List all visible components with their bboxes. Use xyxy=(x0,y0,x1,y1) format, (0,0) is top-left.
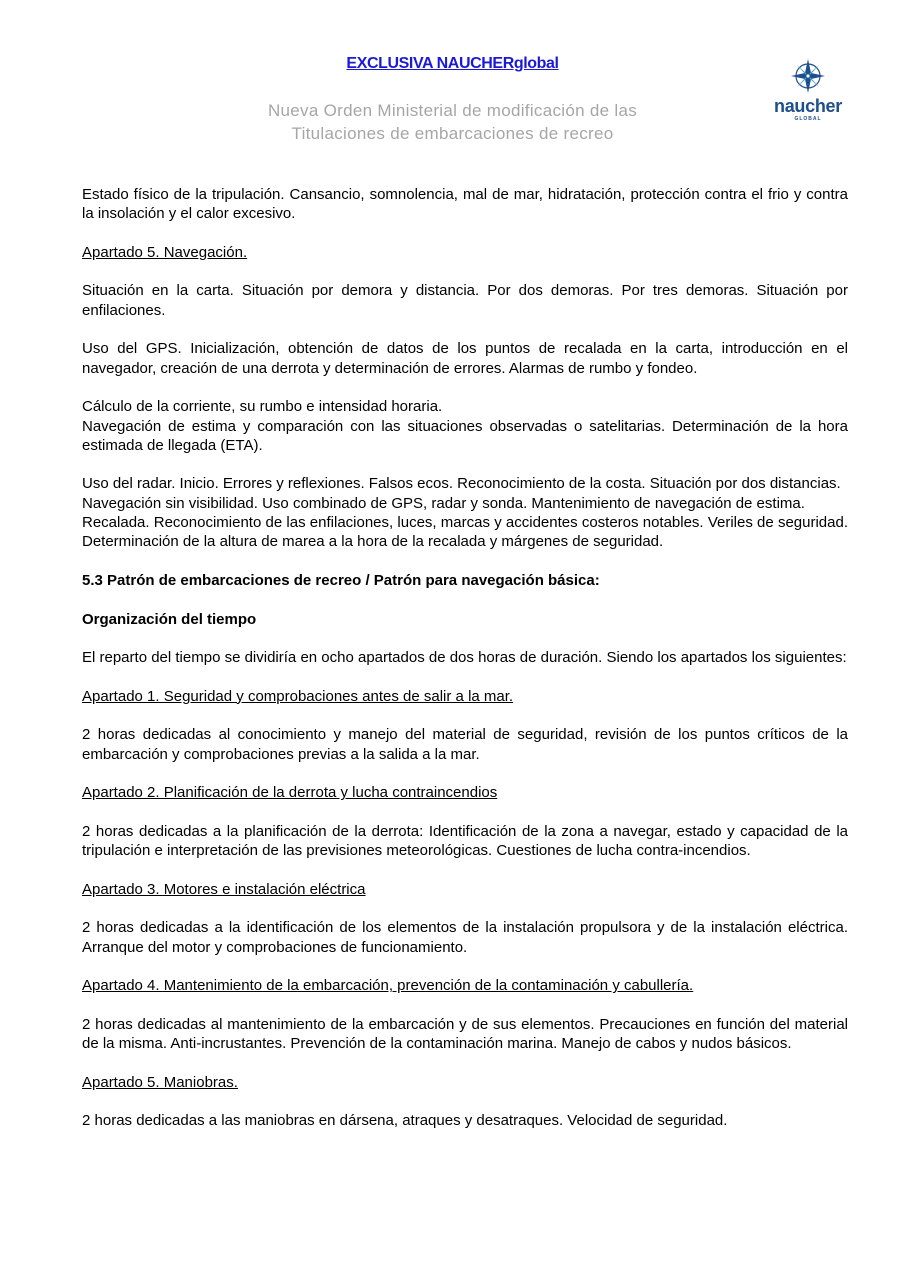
logo-subtext: GLOBAL xyxy=(794,116,822,122)
paragraph: 2 horas dedicadas a la identificación de los elementos de la instalación propulsora y de la instalación eléctrica. Arranque del motor y comprobaciones de funcionamiento. xyxy=(82,919,848,956)
section-heading: Apartado 3. Motores e instalación eléctrica xyxy=(82,880,366,898)
logo-wordmark: naucher xyxy=(774,96,842,116)
paragraph: Situación en la carta. Situación por demora y distancia. Por dos demoras. Por tres demoras. Situación por enfilaciones. xyxy=(82,282,848,319)
paragraph: Recalada. Reconocimiento de las enfilaciones, luces, marcas y accidentes costeros notables. Veriles de seguridad. Determinación de la altura de marea a la hora de la recalada y márgenes de seguridad. xyxy=(82,514,848,551)
subtitle-line-2: Titulaciones de embarcaciones de recreo xyxy=(291,124,614,143)
subtitle-line-1: Nueva Orden Ministerial de modificación de las xyxy=(267,101,638,120)
document-subtitle xyxy=(210,99,695,145)
paragraph: Navegación sin visibilidad. Uso combinado de GPS, radar y sonda. Mantenimiento de navegación de estima. xyxy=(82,494,805,512)
section-heading: Apartado 5. Navegación. xyxy=(82,243,248,261)
paragraph: Uso del GPS. Inicialización, obtención de datos de los puntos de recalada en la carta, introducción en el navegador, creación de una derrota y determinación de errores. Alarmas de rumbo y fondeo. xyxy=(82,340,848,377)
compass-rose-icon xyxy=(790,58,826,94)
naucher-logo xyxy=(762,58,854,124)
paragraph: Cálculo de la corriente, su rumbo e intensidad horaria. xyxy=(82,398,443,416)
paragraph: El reparto del tiempo se dividiría en ocho apartados de dos horas de duración. Siendo los apartados los siguientes: xyxy=(82,649,847,667)
paragraph: Navegación de estima y comparación con las situaciones observadas o satelitarias. Determinación de la hora estimada de llegada (ETA). xyxy=(82,417,848,454)
paragraph: Estado físico de la tripulación. Cansancio, somnolencia, mal de mar, hidratación, protección contra el frio y contra la insolación y el calor excesivo. xyxy=(82,186,848,223)
section-title: 5.3 Patrón de embarcaciones de recreo / Patrón para navegación básica: xyxy=(82,571,600,589)
subsection-title: Organización del tiempo xyxy=(82,610,257,628)
paragraph: 2 horas dedicadas a las maniobras en dársena, atraques y desatraques. Velocidad de seguridad. xyxy=(82,1112,728,1130)
paragraph: 2 horas dedicadas al conocimiento y manejo del material de seguridad, revisión de los puntos críticos de la embarcación y comprobaciones previas a la salida a la mar. xyxy=(82,726,848,763)
section-heading: Apartado 4. Mantenimiento de la embarcación, prevención de la contaminación y cabullería. xyxy=(82,977,694,995)
section-heading: Apartado 2. Planificación de la derrota y lucha contraincendios xyxy=(82,784,498,802)
paragraph: Uso del radar. Inicio. Errores y reflexiones. Falsos ecos. Reconocimiento de la costa. Situación por dos distancias. xyxy=(82,475,841,493)
paragraph: 2 horas dedicadas a la planificación de la derrota: Identificación de la zona a navegar, estado y capacidad de la tripulación e interpretación de las previsiones meteorológicas. Cuestiones de lucha contra-incendios. xyxy=(82,822,848,860)
section-heading: Apartado 5. Maniobras. xyxy=(82,1073,238,1091)
paragraph: 2 horas dedicadas al mantenimiento de la embarcación y de sus elementos. Precauciones en función del material de la misma. Anti-incrustantes. Prevención de la contaminación marina. Manejo de cabos y nudos básicos. xyxy=(82,1015,848,1053)
section-heading: Apartado 1. Seguridad y comprobaciones antes de salir a la mar. xyxy=(82,687,514,705)
document-body xyxy=(82,185,848,1131)
header-link[interactable]: EXCLUSIVA NAUCHERglobal xyxy=(346,55,559,72)
